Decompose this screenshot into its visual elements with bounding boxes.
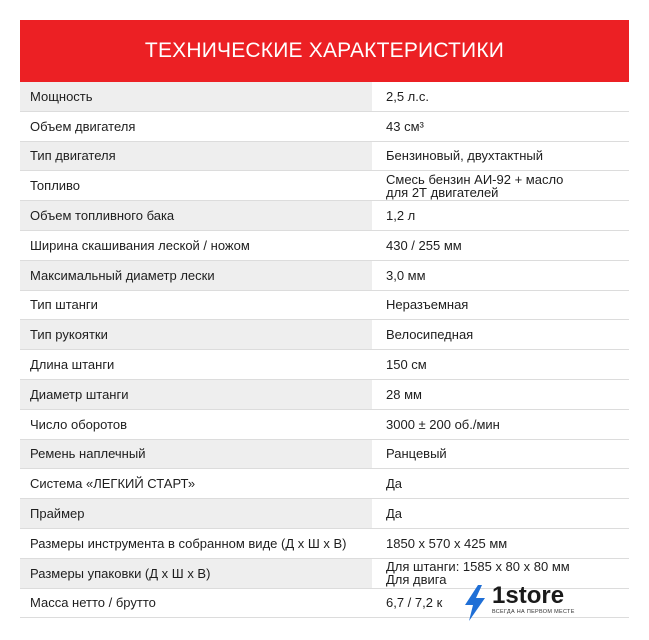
spec-row [20, 171, 629, 201]
spec-value-line: Для двига [386, 572, 447, 588]
lightning-icon [460, 584, 490, 622]
spec-row [20, 231, 629, 261]
spec-row [20, 291, 629, 321]
spec-key: Ремень наплечный [20, 440, 372, 469]
spec-row [20, 261, 629, 291]
spec-key: Размеры упаковки (Д х Ш х В) [20, 559, 372, 588]
spec-key: Масса нетто / брутто [20, 589, 372, 618]
spec-key: Размеры инструмента в собранном виде (Д х Ш х В) [20, 529, 372, 558]
spec-title: ТЕХНИЧЕСКИЕ ХАРАКТЕРИСТИКИ [144, 39, 505, 62]
spec-value-line: Смесь бензин АИ-92 + масло [386, 171, 564, 187]
spec-key: Ширина скашивания леской / ножом [20, 231, 372, 260]
spec-row [20, 320, 629, 350]
spec-key: Число оборотов [20, 410, 372, 439]
spec-row [20, 112, 629, 142]
spec-value: Ранцевый [372, 440, 629, 469]
spec-value-line: для 2Т двигателей [386, 184, 499, 200]
spec-value: 2,5 л.с. [372, 82, 629, 111]
logo-brand: 1store [492, 582, 565, 609]
spec-card [20, 20, 629, 630]
spec-row [20, 142, 629, 172]
spec-key: Система «ЛЕГКИЙ СТАРТ» [20, 469, 372, 498]
spec-value: Да [372, 499, 629, 528]
spec-key: Мощность [20, 82, 372, 111]
spec-key: Объем топливного бака [20, 201, 372, 230]
spec-key: Объем двигателя [20, 112, 372, 141]
spec-key: Тип двигателя [20, 142, 372, 171]
spec-value: 28 мм [372, 380, 629, 409]
spec-row [20, 201, 629, 231]
spec-row [20, 380, 629, 410]
logo-tagline: ВСЕГДА НА ПЕРВОМ МЕСТЕ [492, 609, 575, 615]
spec-row [20, 469, 629, 499]
spec-value: Неразъемная [372, 291, 629, 320]
spec-key: Максимальный диаметр лески [20, 261, 372, 290]
spec-key: Диаметр штанги [20, 380, 372, 409]
spec-key: Тип штанги [20, 291, 372, 320]
spec-row [20, 350, 629, 380]
spec-header [20, 20, 629, 82]
spec-value-line: Для штанги: 1585 х 80 х 80 мм [386, 559, 570, 575]
spec-value [372, 171, 629, 200]
store-logo[interactable] [460, 584, 575, 622]
spec-value: 1,2 л [372, 201, 629, 230]
spec-value: 43 см³ [372, 112, 629, 141]
spec-key: Тип рукоятки [20, 320, 372, 349]
spec-value: 6,7 / 7,2 к [372, 589, 629, 618]
spec-key: Длина штанги [20, 350, 372, 379]
spec-value: Велосипедная [372, 320, 629, 349]
spec-row [20, 529, 629, 559]
spec-value: 150 см [372, 350, 629, 379]
spec-row [20, 499, 629, 529]
spec-key: Праймер [20, 499, 372, 528]
spec-table [20, 82, 629, 618]
spec-value: 3000 ± 200 об./мин [372, 410, 629, 439]
spec-value: 3,0 мм [372, 261, 629, 290]
spec-value: 430 / 255 мм [372, 231, 629, 260]
spec-key: Топливо [20, 171, 372, 200]
spec-row [20, 440, 629, 470]
spec-value: 1850 х 570 х 425 мм [372, 529, 629, 558]
spec-value: Да [372, 469, 629, 498]
spec-row [20, 410, 629, 440]
spec-row [20, 82, 629, 112]
spec-value: Бензиновый, двухтактный [372, 142, 629, 171]
